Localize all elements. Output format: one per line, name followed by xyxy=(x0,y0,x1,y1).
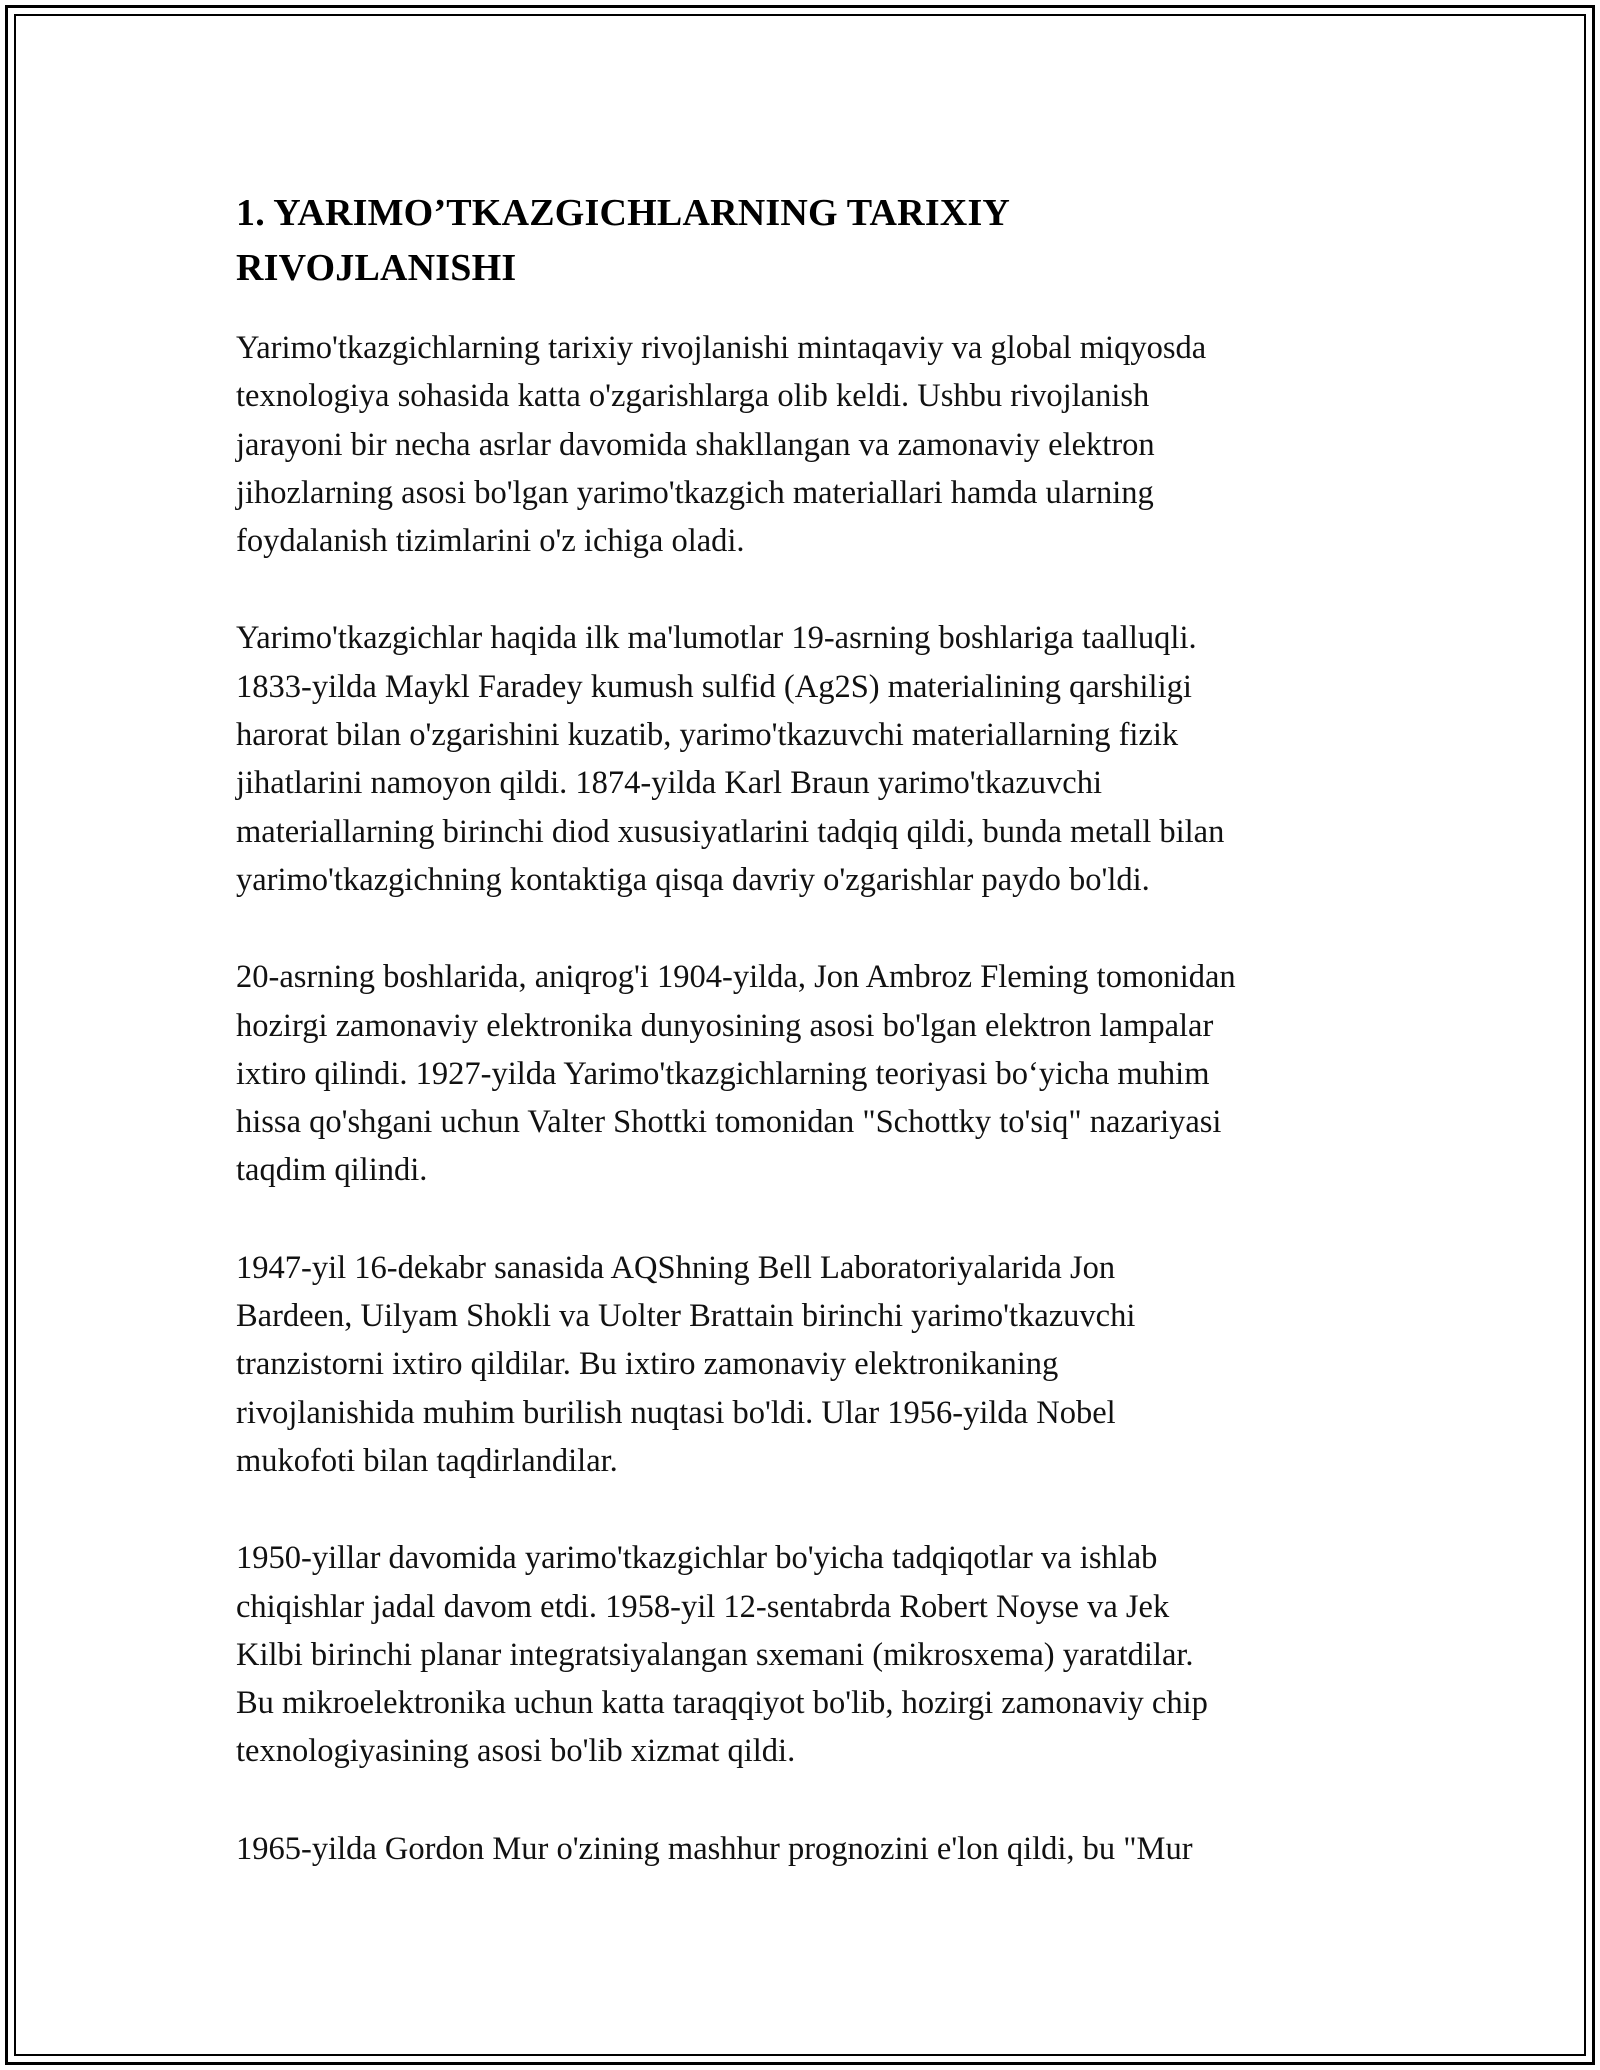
text-line: Bardeen, Uilyam Shokli va Uolter Brattain birinchi yarimo'tkazuvchi xyxy=(236,1298,1136,1335)
text-line: hozirgi zamonaviy elektronika dunyosining asosi bo'lgan elektron lampalar xyxy=(236,1007,1214,1044)
paragraph-2 xyxy=(236,614,1386,904)
text-line: yarimo'tkazgichning kontaktiga qisqa davriy o'zgarishlar paydo bo'ldi. xyxy=(236,861,1150,898)
text-line: jihatlarini namoyon qildi. 1874-yilda Karl Braun yarimo'tkazuvchi xyxy=(236,765,1102,802)
section-heading xyxy=(236,186,1386,296)
text-line: foydalanish tizimlarini o'z ichiga oladi. xyxy=(236,523,745,560)
text-line: Yarimo'tkazgichlarning tarixiy rivojlanishi mintaqaviy va global miqyosda xyxy=(236,330,1207,366)
paragraph-6 xyxy=(236,1825,1386,1873)
text-line: harorat bilan o'zgarishini kuzatib, yarimo'tkazuvchi materiallarning fizik xyxy=(236,717,1179,754)
text-line: 20-asrning boshlarida, aniqrog'i 1904-yilda, Jon Ambroz Fleming tomonidan xyxy=(236,959,1236,996)
text-line: ixtiro qilindi. 1927-yilda Yarimo'tkazgichlarning teoriyasi bo‘yicha muhim xyxy=(236,1055,1210,1092)
text-line: 1947-yil 16-dekabr sanasida AQShning Bell Laboratoriyalarida Jon xyxy=(236,1249,1116,1286)
text-line: rivojlanishida muhim burilish nuqtasi bo'ldi. Ular 1956-yilda Nobel xyxy=(236,1394,1116,1431)
text-line: materiallarning birinchi diod xususiyatlarini tadqiq qildi, bunda metall bilan xyxy=(236,813,1225,850)
text-line: 1950-yillar davomida yarimo'tkazgichlar bo'yicha tadqiqotlar va ishlab xyxy=(236,1540,1158,1577)
text-line: texnologiya sohasida katta o'zgarishlarga olib keldi. Ushbu rivojlanish xyxy=(236,378,1150,415)
text-line: hissa qo'shgani uchun Valter Shottki tomonidan "Schottky to'siq" nazariyasi xyxy=(236,1104,1222,1141)
text-line: Kilbi birinchi planar integratsiyalangan sxemani (mikrosxema) yaratdilar. xyxy=(236,1636,1194,1673)
text-line: mukofoti bilan taqdirlandilar. xyxy=(236,1442,618,1479)
text-line: jarayoni bir necha asrlar davomida shakllangan va zamonaviy elektron xyxy=(236,426,1155,463)
text-line: jihozlarning asosi bo'lgan yarimo'tkazgich materiallari hamda ularning xyxy=(236,474,1154,511)
document-body xyxy=(236,186,1386,1922)
text-line: texnologiyasining asosi bo'lib xizmat qildi. xyxy=(236,1733,796,1770)
paragraph-5 xyxy=(236,1534,1386,1775)
paragraph-1 xyxy=(236,324,1386,565)
text-line: taqdim qilindi. xyxy=(236,1152,428,1189)
heading-line: 1. YARIMO’TKAZGICHLARNING TARIXIY xyxy=(236,192,1011,234)
text-line: Yarimo'tkazgichlar haqida ilk ma'lumotlar 19-asrning boshlariga taalluqli. xyxy=(236,620,1197,657)
text-line: tranzistorni ixtiro qildilar. Bu ixtiro zamonaviy elektronikaning xyxy=(236,1346,1059,1383)
heading-line: RIVOJLANISHI xyxy=(236,247,517,289)
text-line: chiqishlar jadal davom etdi. 1958-yil 12-sentabrda Robert Noyse va Jek xyxy=(236,1588,1170,1625)
paragraph-3 xyxy=(236,953,1386,1194)
text-line: 1833-yilda Maykl Faradey kumush sulfid (Ag2S) materialining qarshiligi xyxy=(236,668,1192,705)
paragraph-list xyxy=(236,324,1386,1873)
paragraph-4 xyxy=(236,1244,1386,1485)
text-line: Bu mikroelektronika uchun katta taraqqiyot bo'lib, hozirgi zamonaviy chip xyxy=(236,1685,1208,1722)
text-line: 1965-yilda Gordon Mur o'zining mashhur prognozini e'lon qildi, bu "Mur xyxy=(236,1830,1193,1867)
